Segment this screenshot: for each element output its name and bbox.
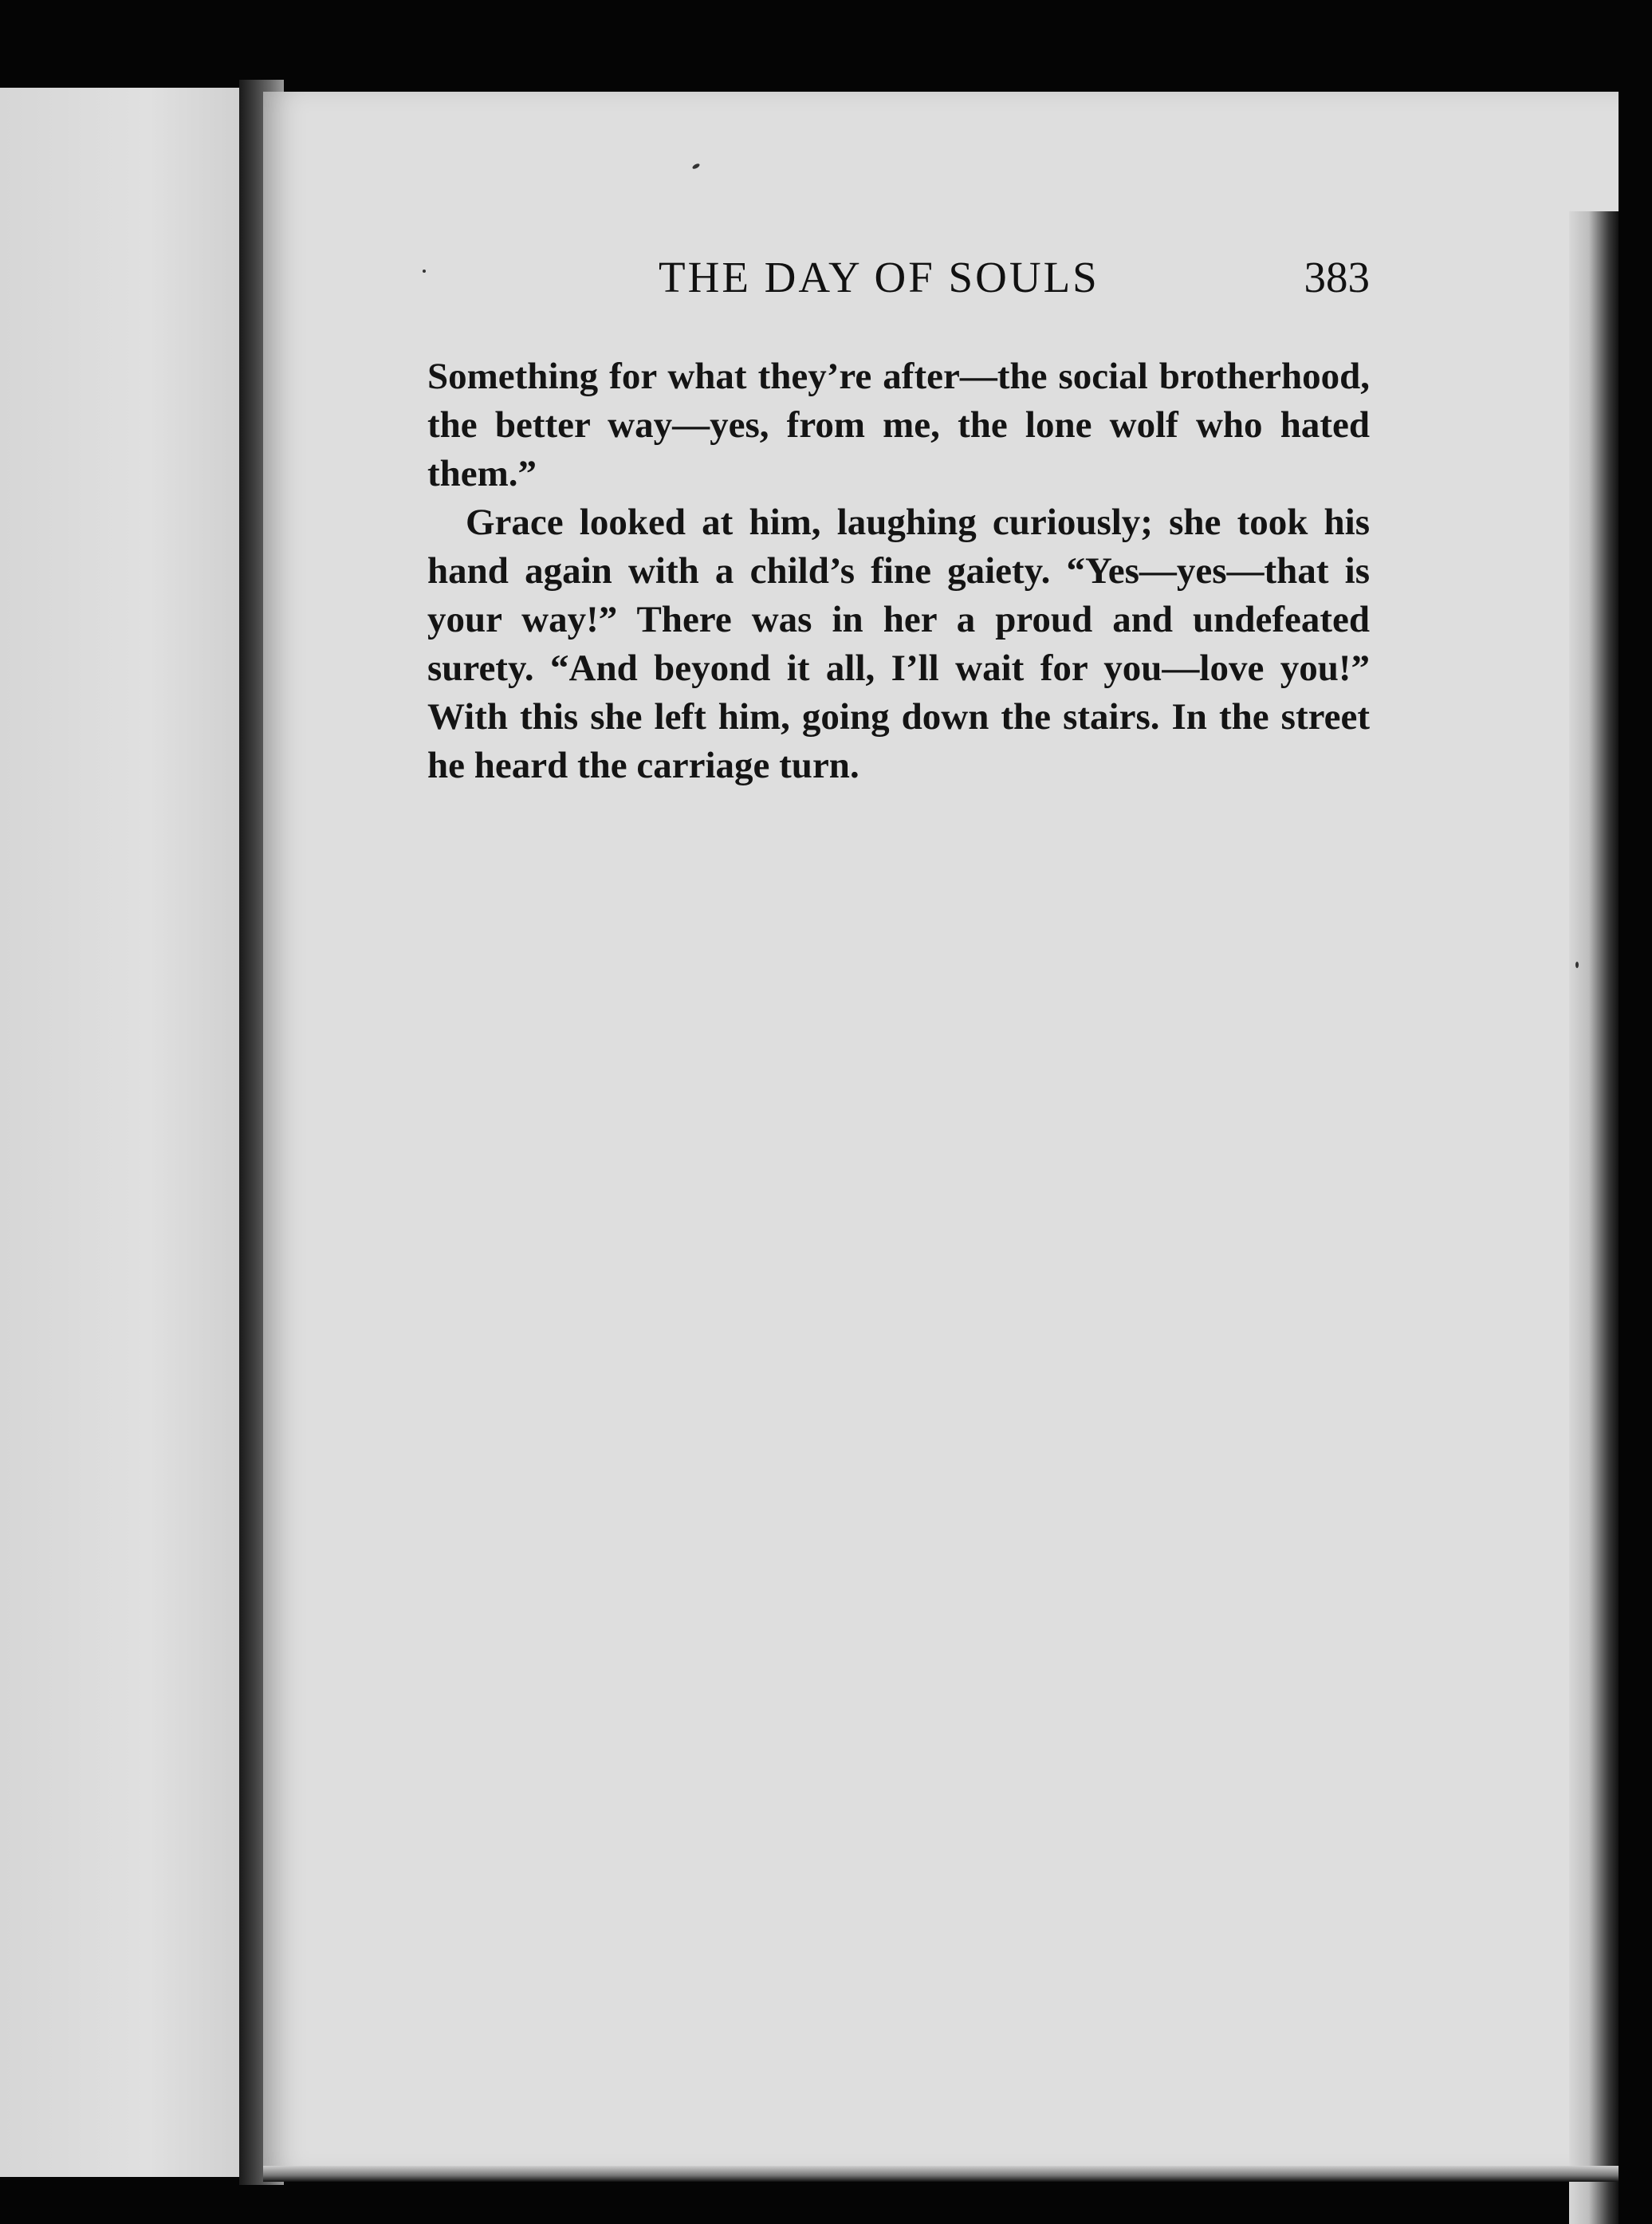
body-text (427, 352, 1370, 790)
paragraph: Something for what they’re after—the social brotherhood, the better way—yes, from me, the lone wolf who hated them.” (427, 356, 1370, 494)
scan-speck (1575, 962, 1579, 968)
page-edge-shadow (1569, 211, 1619, 2224)
running-header (427, 252, 1370, 316)
page-bottom-edge (263, 2166, 1619, 2182)
paragraph: Grace looked at him, laughing curiously; she took his hand again with a child’s fine gaiety. “Yes—yes—that is your way!” There was in her a proud and undefeated surety. “And beyond it all, I’ll wait for you—love you!” With this she left him, going down the stairs. In the street he heard the carriage turn. (427, 502, 1370, 786)
running-title: THE DAY OF SOULS (659, 253, 1099, 301)
scan-speck (423, 270, 426, 273)
left-page (0, 88, 247, 2177)
page-number: 383 (1304, 253, 1370, 301)
